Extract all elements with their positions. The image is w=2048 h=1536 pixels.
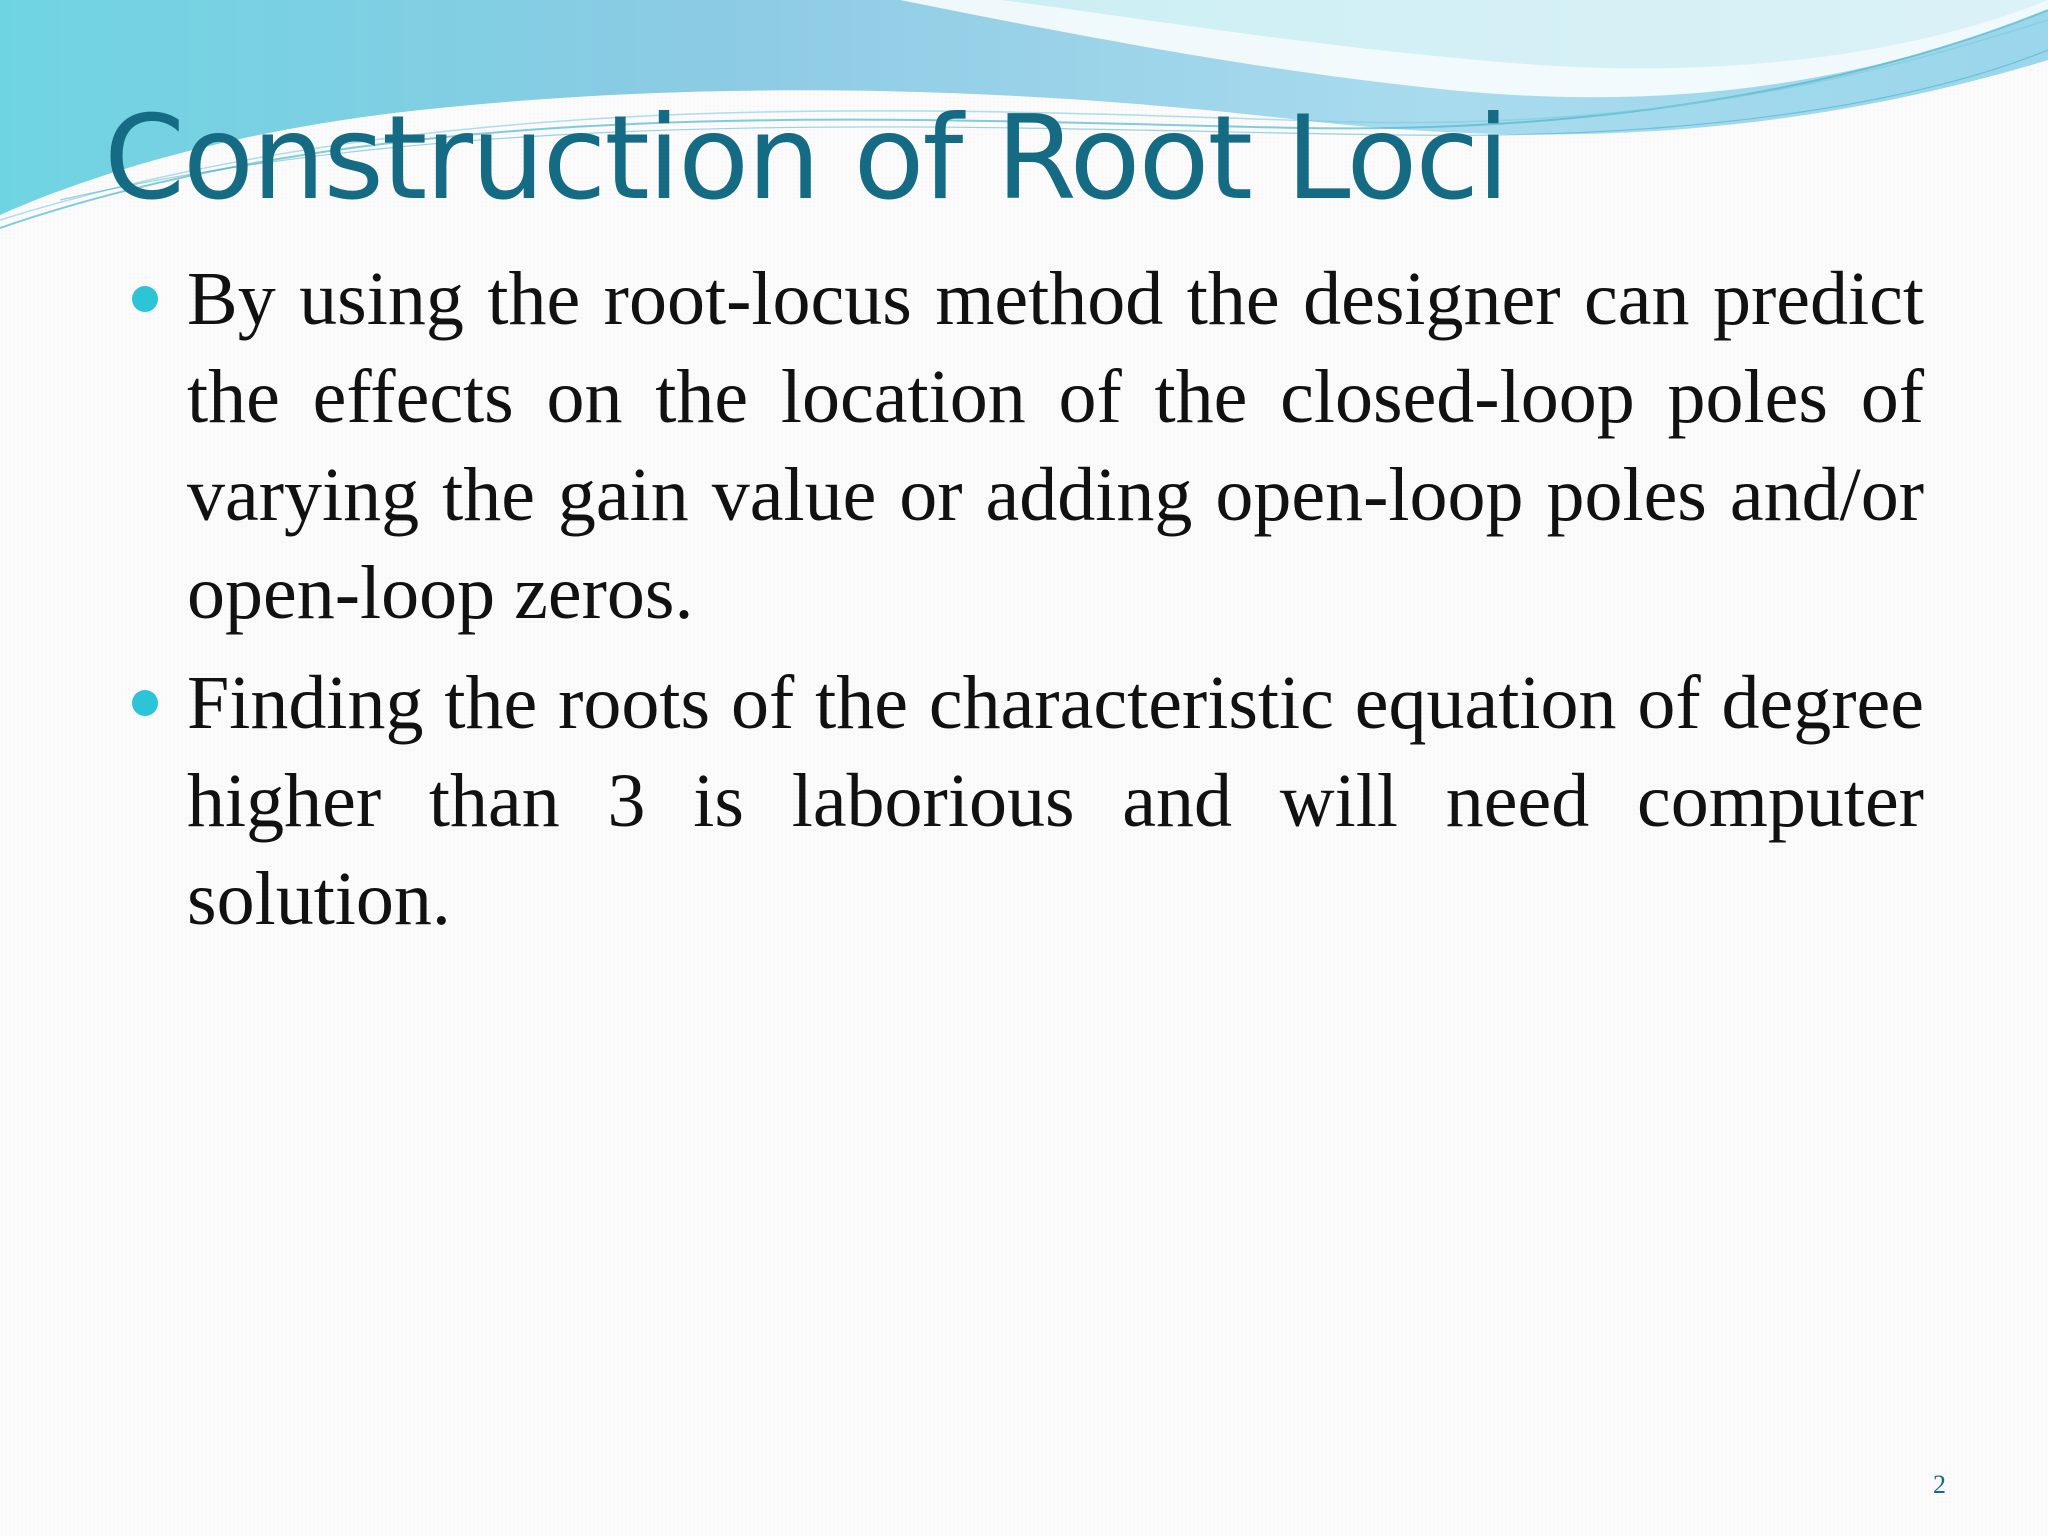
page-number: 2	[1933, 1470, 1946, 1499]
slide-title: Construction of Root Loci	[104, 91, 1508, 226]
bullet-dot-icon	[132, 690, 158, 716]
bullet-item	[132, 654, 1924, 948]
bullet-item	[132, 250, 1924, 642]
bullet-text: Finding the roots of the characteristic equation of degree higher than 3 is laborious and will need computer solution.	[187, 661, 1924, 941]
bullet-dot-icon	[132, 286, 158, 312]
bullet-list	[132, 250, 1924, 960]
bullet-text: By using the root-locus method the designer can predict the effects on the location of the closed-loop poles of varying the gain value or adding open-loop poles and/or open-loop zeros.	[187, 257, 1924, 635]
